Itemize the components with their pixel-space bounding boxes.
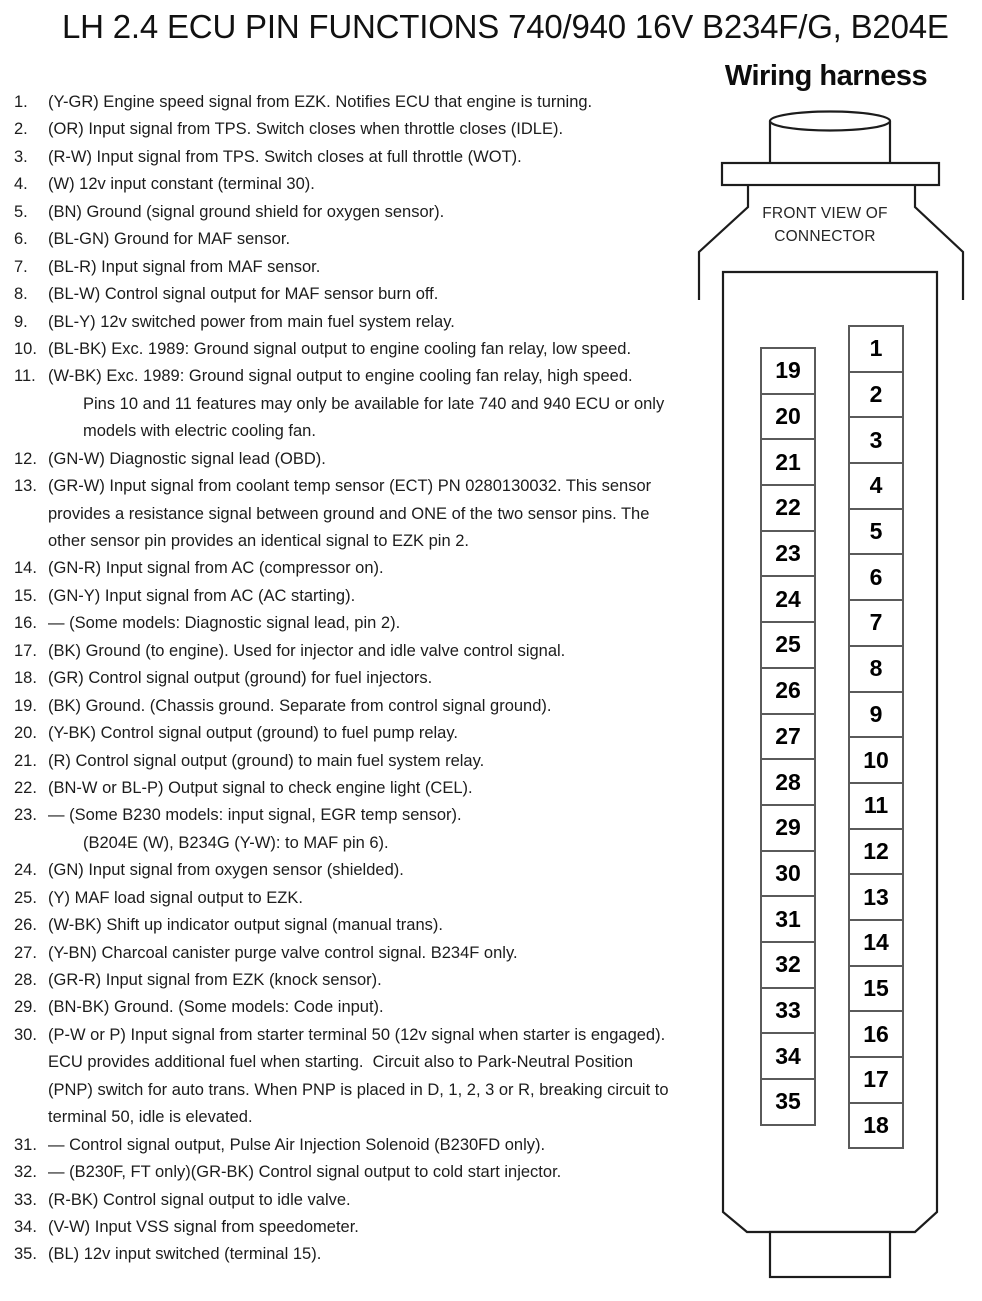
pin-function-text: (BL-W) Control signal output for MAF sensor burn off. — [48, 285, 439, 304]
cable-cylinder-top — [770, 112, 890, 131]
pin-list-item — [14, 885, 730, 912]
pin-cell-30: 30 — [760, 850, 816, 898]
pin-function-text: (GN) Input signal from oxygen sensor (shielded). — [48, 861, 404, 880]
pin-function-text: (BL-Y) 12v switched power from main fuel system relay. — [48, 312, 455, 331]
pin-number-label: 21. — [14, 751, 37, 770]
pin-function-text: (Y-BN) Charcoal canister purge valve control signal. B234F only. — [48, 943, 518, 962]
pin-list-item — [14, 610, 730, 637]
pin-function-text: models with electric cooling fan. — [83, 422, 316, 441]
pin-number-label: 20. — [14, 724, 37, 743]
pin-cell-35: 35 — [760, 1078, 816, 1126]
pin-cell-13: 13 — [848, 873, 904, 921]
pin-list-item — [14, 1022, 730, 1049]
pin-function-text: (GN-R) Input signal from AC (compressor on). — [48, 559, 384, 578]
pin-function-text: (R-W) Input signal from TPS. Switch closes at full throttle (WOT). — [48, 147, 522, 166]
pin-function-text: (OR) Input signal from TPS. Switch closes when throttle closes (IDLE). — [48, 120, 564, 139]
pin-function-text: (GN-Y) Input signal from AC (AC starting). — [48, 586, 356, 605]
pin-function-text: — Control signal output, Pulse Air Injection Solenoid (B230FD only). — [48, 1135, 546, 1154]
pin-list-item — [14, 281, 730, 308]
page-title: LH 2.4 ECU PIN FUNCTIONS 740/940 16V B234F/G, B204E — [62, 8, 949, 45]
pin-cell-8: 8 — [848, 645, 904, 693]
pin-cell-34: 34 — [760, 1032, 816, 1080]
pin-cell-22: 22 — [760, 484, 816, 532]
pin-list-item — [14, 363, 730, 390]
pin-list-item — [14, 693, 730, 720]
pin-cell-6: 6 — [848, 553, 904, 601]
pin-number-label: 30. — [14, 1025, 37, 1044]
pin-list-item — [14, 144, 730, 171]
pin-function-text: (V-W) Input VSS signal from speedometer. — [48, 1217, 359, 1236]
mounting-flange — [722, 163, 939, 185]
pin-number-label: 23. — [14, 806, 37, 825]
pin-number-label: 16. — [14, 614, 37, 633]
pin-function-text: (W-BK) Exc. 1989: Ground signal output to engine cooling fan relay, high speed. — [48, 367, 633, 386]
pin-cell-5: 5 — [848, 508, 904, 556]
pin-number-label: 2. — [14, 120, 28, 139]
pin-number-label: 17. — [14, 641, 37, 660]
pin-list-item — [14, 638, 730, 665]
pin-list-item — [14, 89, 730, 116]
pin-function-text: (BL-BK) Exc. 1989: Ground signal output to engine cooling fan relay, low speed. — [48, 339, 632, 358]
pin-cell-33: 33 — [760, 987, 816, 1035]
pin-cell-2: 2 — [848, 371, 904, 419]
pin-function-text: (BN-W or BL-P) Output signal to check engine light (CEL). — [48, 778, 473, 797]
pin-function-list — [14, 89, 730, 1269]
pin-list-item — [14, 1132, 730, 1159]
pin-number-label: 11. — [14, 367, 36, 386]
pin-number-label: 27. — [14, 943, 37, 962]
pin-number-label: 1. — [14, 93, 28, 111]
pin-function-text: (Y) MAF load signal output to EZK. — [48, 888, 303, 907]
pin-function-text: (BN) Ground (signal ground shield for oxygen sensor). — [48, 202, 445, 221]
pin-list-continuation — [14, 830, 730, 857]
pin-list-item — [14, 336, 730, 363]
pin-function-text: (W-BK) Shift up indicator output signal (manual trans). — [48, 916, 443, 935]
pin-function-text: (GR-W) Input signal from coolant temp sensor (ECT) PN 0280130032. This sensor — [48, 477, 652, 496]
pin-list-item — [14, 665, 730, 692]
pin-list-continuation — [14, 1077, 730, 1104]
pin-function-text: (PNP) switch for auto trans. When PNP is placed in D, 1, 2, 3 or R, breaking circuit to — [48, 1080, 669, 1099]
pin-function-text: — (Some B230 models: input signal, EGR temp sensor). — [48, 806, 462, 825]
pin-list-item — [14, 802, 730, 829]
pin-number-label: 24. — [14, 861, 37, 880]
pin-cell-17: 17 — [848, 1056, 904, 1104]
pin-number-label: 4. — [14, 175, 28, 194]
pin-number-label: 19. — [14, 696, 37, 715]
pin-cell-31: 31 — [760, 895, 816, 943]
pin-cell-16: 16 — [848, 1010, 904, 1058]
pin-function-text: (BN-BK) Ground. (Some models: Code input). — [48, 998, 384, 1017]
pin-cell-15: 15 — [848, 965, 904, 1013]
pin-cell-3: 3 — [848, 416, 904, 464]
front-view-label-line2: CONNECTOR — [774, 227, 876, 245]
pin-list-item — [14, 555, 730, 582]
pin-cell-11: 11 — [848, 782, 904, 830]
pin-number-label: 15. — [14, 586, 37, 605]
pin-function-text: (GR-R) Input signal from EZK (knock sensor). — [48, 971, 382, 989]
pin-column-right — [848, 325, 904, 1149]
pin-function-text: terminal 50, idle is elevated. — [48, 1108, 253, 1127]
pin-function-text: — (B230F, FT only)(GR-BK) Control signal output to cold start injector. — [48, 1163, 562, 1182]
pin-function-text: other sensor pin provides an identical signal to EZK pin 2. — [48, 532, 469, 550]
pin-number-label: 6. — [14, 230, 28, 249]
pin-function-text: (B204E (W), B234G (Y-W): to MAF pin 6). — [83, 833, 389, 852]
pin-list-item — [14, 775, 730, 802]
pin-function-text: (R-BK) Control signal output to idle valve. — [48, 1190, 351, 1209]
pin-list-item — [14, 254, 730, 281]
pin-list-continuation — [14, 501, 730, 528]
pin-number-label: 31. — [14, 1135, 37, 1154]
pin-number-label: 25. — [14, 888, 37, 907]
wiring-harness-heading: Wiring harness — [724, 60, 928, 92]
pin-list-continuation — [14, 528, 730, 555]
pin-cell-7: 7 — [848, 599, 904, 647]
pin-cell-9: 9 — [848, 691, 904, 739]
pin-number-label: 35. — [14, 1245, 37, 1264]
pin-number-label: 9. — [14, 312, 28, 331]
pin-list-continuation — [14, 1104, 730, 1131]
pin-number-label: 12. — [14, 449, 37, 468]
pin-list-item — [14, 583, 730, 610]
pin-number-label: 10. — [14, 339, 37, 358]
pin-cell-12: 12 — [848, 828, 904, 876]
pin-function-text: (P-W or P) Input signal from starter terminal 50 (12v signal when starter is engaged). — [48, 1025, 666, 1044]
pin-list-item — [14, 1214, 730, 1241]
connector-diagram — [680, 95, 982, 1285]
pin-cell-25: 25 — [760, 621, 816, 669]
pin-list-item — [14, 1241, 730, 1268]
pin-function-text: (GR) Control signal output (ground) for fuel injectors. — [48, 669, 433, 688]
pin-function-text: (BK) Ground. (Chassis ground. Separate from control signal ground). — [48, 696, 552, 715]
pin-list-item — [14, 473, 730, 500]
pin-function-text: (BL) 12v input switched (terminal 15). — [48, 1245, 322, 1264]
pin-cell-26: 26 — [760, 667, 816, 715]
pin-function-text: (Y-GR) Engine speed signal from EZK. Notifies ECU that engine is turning. — [48, 93, 593, 111]
pin-list-continuation — [14, 391, 730, 418]
pin-number-label: 13. — [14, 477, 37, 496]
pin-function-text: (BL-GN) Ground for MAF sensor. — [48, 230, 291, 249]
pin-cell-19: 19 — [760, 347, 816, 395]
pin-number-label: 33. — [14, 1190, 37, 1209]
pin-list-item — [14, 748, 730, 775]
pin-list-item — [14, 720, 730, 747]
pin-number-label: 5. — [14, 202, 28, 221]
connector-body — [723, 272, 937, 1232]
pin-list-item — [14, 1187, 730, 1214]
pin-cell-28: 28 — [760, 758, 816, 806]
connector-bottom-tab — [770, 1232, 890, 1277]
pin-number-label: 8. — [14, 285, 28, 304]
pin-function-text: ECU provides additional fuel when starting. Circuit also to Park-Neutral Position — [48, 1053, 634, 1072]
front-view-label-line1: FRONT VIEW OF — [762, 205, 888, 222]
pin-cell-14: 14 — [848, 919, 904, 967]
pin-list-item — [14, 940, 730, 967]
pin-cell-23: 23 — [760, 530, 816, 578]
pin-column-left — [760, 347, 816, 1126]
pin-function-text: (GN-W) Diagnostic signal lead (OBD). — [48, 449, 326, 468]
pin-list-item — [14, 446, 730, 473]
pin-function-text: (R) Control signal output (ground) to main fuel system relay. — [48, 751, 485, 770]
pin-cell-24: 24 — [760, 575, 816, 623]
pin-cell-29: 29 — [760, 804, 816, 852]
pin-cell-27: 27 — [760, 713, 816, 761]
pin-function-text: (BK) Ground (to engine). Used for injector and idle valve control signal. — [48, 641, 566, 660]
pin-list-item — [14, 967, 730, 994]
front-view-label — [680, 203, 970, 248]
pin-number-label: 26. — [14, 916, 37, 935]
pin-list-item — [14, 912, 730, 939]
pin-list-continuation — [14, 418, 730, 445]
pin-list-item — [14, 171, 730, 198]
pin-function-text: provides a resistance signal between ground and ONE of the two sensor pins. The — [48, 504, 650, 523]
pin-number-label: 34. — [14, 1217, 37, 1236]
pin-function-text: (Y-BK) Control signal output (ground) to fuel pump relay. — [48, 724, 458, 743]
pin-cell-18: 18 — [848, 1102, 904, 1150]
pin-function-text: (BL-R) Input signal from MAF sensor. — [48, 257, 321, 276]
pin-list-continuation — [14, 1049, 730, 1076]
pin-list-item — [14, 309, 730, 336]
pin-number-label: 22. — [14, 778, 37, 797]
pin-number-label: 3. — [14, 147, 28, 166]
pin-list-item — [14, 116, 730, 143]
pin-cell-20: 20 — [760, 393, 816, 441]
pin-function-text: — (Some models: Diagnostic signal lead, pin 2). — [48, 614, 401, 633]
pin-cell-32: 32 — [760, 941, 816, 989]
pin-number-label: 29. — [14, 998, 37, 1017]
pin-cell-21: 21 — [760, 438, 816, 486]
pin-number-label: 14. — [14, 559, 37, 578]
pin-cell-1: 1 — [848, 325, 904, 373]
pin-list-item — [14, 226, 730, 253]
pin-function-text: (W) 12v input constant (terminal 30). — [48, 175, 315, 194]
pin-number-label: 18. — [14, 669, 37, 688]
pin-list-item — [14, 857, 730, 884]
pin-number-label: 32. — [14, 1163, 37, 1182]
pin-list-item — [14, 994, 730, 1021]
pin-cell-10: 10 — [848, 736, 904, 784]
pin-number-label: 7. — [14, 257, 28, 276]
pin-list-item — [14, 1159, 730, 1186]
pin-number-label: 28. — [14, 971, 37, 989]
pin-cell-4: 4 — [848, 462, 904, 510]
pin-function-text: Pins 10 and 11 features may only be available for late 740 and 940 ECU or only — [83, 394, 665, 413]
pin-list-item — [14, 199, 730, 226]
